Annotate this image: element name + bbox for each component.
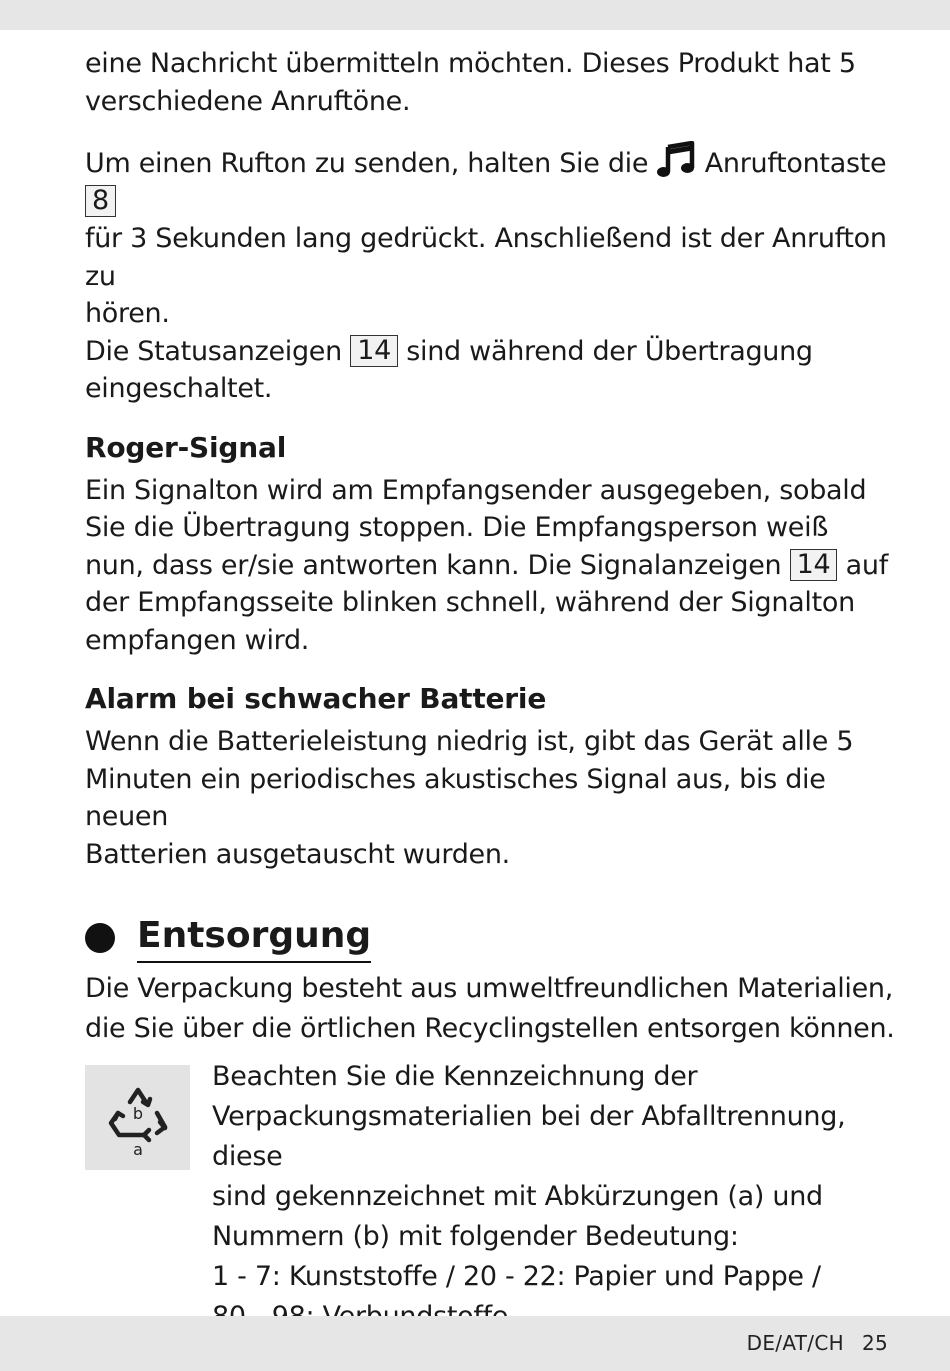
disposal-heading: Entsorgung — [137, 913, 371, 963]
recycling-note-paragraph — [212, 1057, 900, 1337]
battery-line-1: Wenn die Batterieleistung niedrig ist, gibt das Gerät alle 5 — [85, 726, 854, 757]
recycling-label-b: b — [132, 1103, 143, 1123]
recycling-symbol-icon — [85, 1065, 190, 1170]
note-line-4: Nummern (b) mit folgender Bedeutung: — [212, 1221, 739, 1252]
battery-alarm-heading: Alarm bei schwacher Batterie — [85, 682, 547, 715]
note-line-3: sind gekennzeichnet mit Abkürzungen (a) und — [212, 1181, 823, 1212]
ref-number-call-key: 8 — [85, 185, 116, 217]
roger-line-4: der Empfangsseite blinken schnell, während der Signalton — [85, 587, 855, 618]
note-line-2: Verpackungsmaterialien bei der Abfalltrennung, diese — [212, 1101, 846, 1172]
call-line-2: für 3 Sekunden lang gedrückt. Anschließend ist der Anrufton zu — [85, 223, 887, 292]
call-text-1: Um einen Rufton zu senden, halten Sie die — [85, 148, 657, 179]
page-content — [85, 45, 900, 1337]
roger-signal-heading: Roger-Signal — [85, 430, 287, 464]
recycling-note-text — [212, 1063, 900, 1337]
note-line-1: Beachten Sie die Kennzeichnung der — [212, 1061, 698, 1092]
ref-number-signal: 14 — [790, 549, 838, 581]
call-line-3: hören. — [85, 298, 170, 329]
roger-line-3a: nun, dass er/sie antworten kann. Die Signalanzeigen — [85, 549, 790, 581]
note-line-5: 1 - 7: Kunststoffe / 20 - 22: Papier und Pappe / — [212, 1261, 821, 1292]
disposal-section-title — [85, 913, 900, 963]
intro-line-1: eine Nachricht übermitteln möchten. Dieses Produkt hat 5 — [85, 48, 856, 79]
page-number: 25 — [861, 1331, 888, 1355]
battery-line-3: Batterien ausgetauscht wurden. — [85, 838, 510, 870]
disposal-line-2: die Sie über die örtlichen Recyclingstellen entsorgen können. — [85, 1013, 895, 1044]
roger-line-5: empfangen wird. — [85, 624, 310, 656]
call-text-2: Anruftontaste — [696, 148, 887, 179]
page-footer — [747, 1331, 888, 1355]
disposal-paragraph — [85, 969, 900, 1049]
intro-line-2: verschiedene Anruftöne. — [85, 85, 411, 117]
status-text-2: sind während der Übertragung — [397, 335, 813, 367]
roger-line-2: Sie die Übertragung stoppen. Die Empfangsperson weiß — [85, 512, 829, 543]
top-margin-bar — [0, 0, 950, 30]
battery-alarm-paragraph — [85, 723, 900, 873]
call-tone-paragraph — [85, 141, 900, 408]
recycling-triangle-icon — [103, 1078, 173, 1158]
status-text-1: Die Statusanzeigen — [85, 335, 351, 367]
footer-region: DE/AT/CH — [746, 1331, 844, 1355]
disposal-line-1: Die Verpackung besteht aus umweltfreundlichen Materialien, — [85, 973, 893, 1004]
roger-signal-paragraph — [85, 472, 900, 660]
battery-line-2: Minuten ein periodisches akustisches Signal aus, bis die neuen — [85, 763, 826, 832]
music-note-icon — [656, 141, 696, 179]
ref-number-status: 14 — [350, 335, 398, 367]
roger-line-3b: auf — [837, 549, 888, 581]
recycling-label-a: a — [132, 1139, 143, 1158]
bullet-icon — [85, 923, 115, 953]
roger-line-1: Ein Signalton wird am Empfangsender ausgegeben, sobald — [85, 474, 867, 506]
status-line-2: eingeschaltet. — [85, 373, 273, 404]
intro-paragraph — [85, 45, 900, 120]
recycling-note — [85, 1063, 900, 1337]
